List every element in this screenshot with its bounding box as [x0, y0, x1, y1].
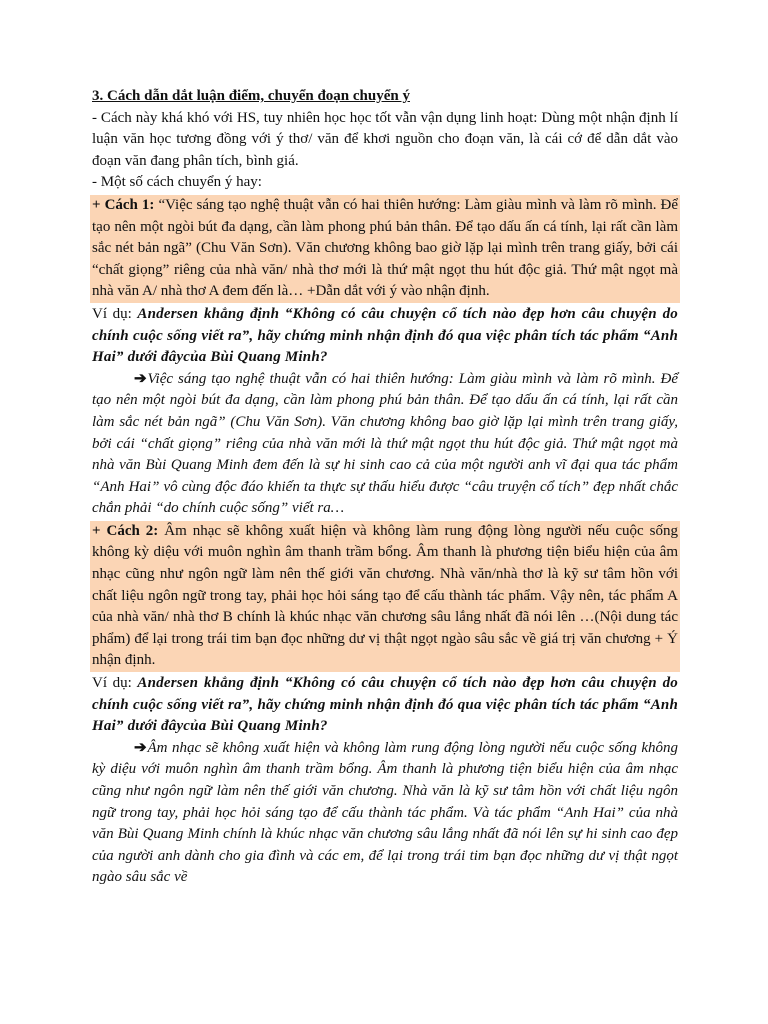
method-1-block	[90, 195, 680, 303]
arrow-right-icon: ➔	[134, 370, 147, 387]
method-2-label: + Cách 2:	[92, 522, 159, 539]
intro-paragraph: - Cách này khá khó với HS, tuy nhiên học học tốt vẫn vận dụng linh hoạt: Dùng một nhận định lí luận văn học tương đồng với ý thơ/ văn để khơi nguồn cho đoạn văn, là cái cớ để dẫn dắt vào đoạn văn đang phân tích, bình giá.	[92, 109, 678, 169]
example-2-answer	[92, 738, 678, 889]
example-2-label: Ví dụ:	[92, 675, 138, 692]
method-2-block	[90, 521, 680, 672]
example-1-prompt	[92, 304, 678, 369]
intro-list-lead: - Một số cách chuyển ý hay:	[92, 174, 262, 191]
example-1-label: Ví dụ:	[92, 305, 138, 322]
method-1-text: “Việc sáng tạo nghệ thuật vẫn có hai thiên hướng: Làm giàu mình và làm rõ mình. Để tạo nên một ngòi bút đa dạng, cần làm phong phú bản thân. Để tạo dấu ấn cá tính, lại rất cần làm sắc nét bản ngã” (Chu Văn Sơn). Văn chương không bao giờ lặp lại mình trên trang giấy, bởi cái “chất giọng” riêng của nhà văn/ nhà thơ mới là thứ mật ngọt thu hút độc giả. Thứ mật ngọt mà nhà văn A/ nhà thơ A đem đến là… +Dẫn dắt với ý vào nhận định.	[92, 196, 679, 300]
method-1-label: + Cách 1:	[92, 196, 155, 213]
example-1-question: Andersen khẳng định “Không có câu chuyện cổ tích nào đẹp hơn câu chuyện do chính cuộc sống viết ra”, hãy chứng minh nhận định đó qua việc phân tích tác phẩm “Anh Hai” dưới đâycủa Bùi Quang Minh?	[92, 305, 678, 366]
arrow-right-icon: ➔	[134, 739, 147, 756]
example-2-prompt	[92, 673, 678, 738]
section-heading: 3. Cách dẫn dắt luận điểm, chuyển đoạn chuyển ý	[92, 88, 410, 104]
example-1-answer-text: Việc sáng tạo nghệ thuật vẫn có hai thiên hướng: Làm giàu mình và làm rõ mình. Để tạo nên một ngòi bút đa dạng, cần làm phong phú bản thân. Để tạo dấu ấn cá tính, lại rất cần làm sắc nét bản ngã” (Chu Văn Sơn). Văn chương không bao giờ lặp lại mình trên trang giấy, bởi cái “chất giọng” riêng của nhà văn mới là thứ mật ngọt thu hút độc giả. Thứ mật ngọt mà nhà văn Bùi Quang Minh đem đến là sự hi sinh cao cả của một người anh vĩ đại qua tác phẩm “Anh Hai” vô cùng độc đáo khiến ta thực sự thấu hiểu được “câu truyện cổ tích” đẹp nhất chắc chắn phải “do chính cuộc sống” viết ra…	[92, 370, 678, 517]
method-2-text: Âm nhạc sẽ không xuất hiện và không làm rung động lòng người nếu cuộc sống không kỳ diệu với muôn nghìn âm thanh trầm bổng. Âm thanh là phương tiện biểu hiện của âm nhạc cũng như ngôn ngữ làm nên thế giới văn chương. Nhà văn/nhà thơ là kỹ sư tâm hồn với chất liệu ngôn ngữ trong tay, phải học hỏi sáng tạo để cấu thành tác phẩm. Vậy nên, tác phẩm A của nhà văn/ nhà thơ B chính là khúc nhạc văn chương sâu lắng nhất đã nói lên …(Nội dung tác phẩm) để lại trong trái tim bạn đọc những dư vị thật ngọt ngào sâu sắc về giá trị văn chương + Ý nhận định.	[92, 522, 678, 669]
example-2-answer-text: Âm nhạc sẽ không xuất hiện và không làm rung động lòng người nếu cuộc sống không kỳ diệu với muôn nghìn âm thanh trầm bổng. Âm thanh là phương tiện biểu hiện của âm nhạc cũng như ngôn ngữ làm nên thế giới văn chương. Nhà văn là kỹ sư tâm hồn với chất liệu ngôn ngữ trong tay, phải học hỏi sáng tạo để cấu thành tác phẩm. Và tác phẩm “Anh Hai” của nhà văn Bùi Quang Minh chính là khúc nhạc văn chương sâu lắng nhất đã nói lên sự hi sinh cao đẹp của người anh dành cho gia đình và các em, để lại trong trái tim bạn đọc những dư vị thật ngọt ngào sâu sắc về	[92, 739, 678, 886]
example-2-question: Andersen khẳng định “Không có câu chuyện cổ tích nào đẹp hơn câu chuyện do chính cuộc sống viết ra”, hãy chứng minh nhận định đó qua việc phân tích tác phẩm “Anh Hai” dưới đâycủa Bùi Quang Minh?	[92, 675, 678, 735]
example-1-answer	[92, 369, 678, 520]
